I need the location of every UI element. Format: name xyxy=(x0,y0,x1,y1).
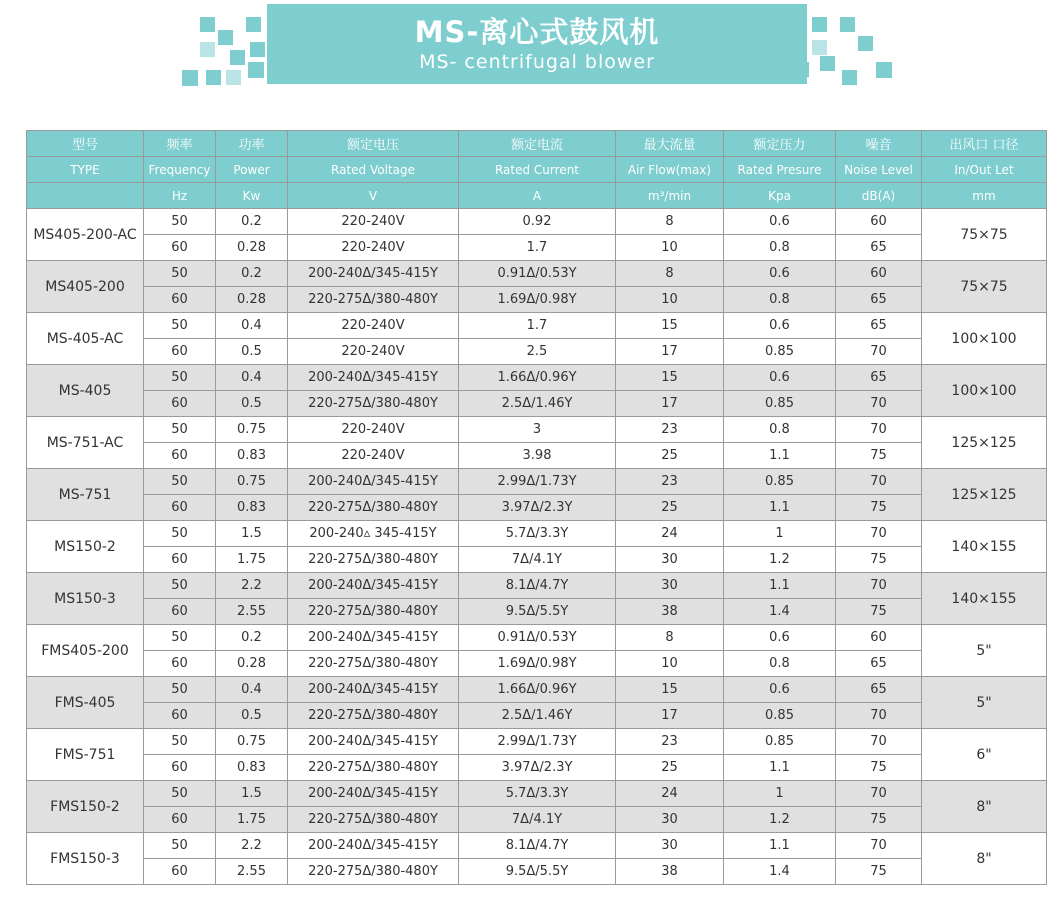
noise-cell: 75 xyxy=(836,495,922,521)
voltage-cell: 200-240Δ/345-415Y xyxy=(288,781,459,807)
pressure-cell: 0.6 xyxy=(724,625,836,651)
page-title: MS-离心式鼓风机 xyxy=(414,15,660,49)
voltage-cell: 200-240Δ/345-415Y xyxy=(288,833,459,859)
voltage-cell: 200-240Δ/345-415Y xyxy=(288,365,459,391)
current-cell: 3.98 xyxy=(459,443,616,469)
voltage-cell: 220-275Δ/380-480Y xyxy=(288,859,459,885)
header-cell: Frequency xyxy=(144,157,216,183)
voltage-cell: 220-275Δ/380-480Y xyxy=(288,287,459,313)
frequency-cell: 50 xyxy=(144,469,216,495)
table-row xyxy=(27,599,1047,625)
frequency-cell: 60 xyxy=(144,703,216,729)
header-cell: In/Out Let xyxy=(922,157,1047,183)
pressure-cell: 1.4 xyxy=(724,859,836,885)
frequency-cell: 60 xyxy=(144,807,216,833)
frequency-cell: 60 xyxy=(144,235,216,261)
table-row xyxy=(27,391,1047,417)
noise-cell: 65 xyxy=(836,287,922,313)
table-row xyxy=(27,469,1047,495)
frequency-cell: 60 xyxy=(144,495,216,521)
power-cell: 0.4 xyxy=(216,365,288,391)
current-cell: 1.66Δ/0.96Y xyxy=(459,677,616,703)
table-row xyxy=(27,651,1047,677)
frequency-cell: 50 xyxy=(144,781,216,807)
outlet-cell: 6" xyxy=(922,729,1047,781)
table-row xyxy=(27,261,1047,287)
noise-cell: 70 xyxy=(836,729,922,755)
voltage-cell: 220-275Δ/380-480Y xyxy=(288,703,459,729)
header-cell: 额定压力 xyxy=(724,131,836,157)
current-cell: 0.91Δ/0.53Y xyxy=(459,625,616,651)
model-cell: MS405-200-AC xyxy=(27,209,144,261)
current-cell: 1.7 xyxy=(459,313,616,339)
current-cell: 1.69Δ/0.98Y xyxy=(459,287,616,313)
pressure-cell: 1.1 xyxy=(724,443,836,469)
noise-cell: 65 xyxy=(836,235,922,261)
model-cell: FMS-751 xyxy=(27,729,144,781)
power-cell: 0.2 xyxy=(216,625,288,651)
pressure-cell: 0.85 xyxy=(724,339,836,365)
frequency-cell: 50 xyxy=(144,729,216,755)
current-cell: 2.5Δ/1.46Y xyxy=(459,391,616,417)
unit-cell: Kpa xyxy=(724,183,836,209)
power-cell: 2.2 xyxy=(216,833,288,859)
pressure-cell: 0.6 xyxy=(724,677,836,703)
outlet-cell: 8" xyxy=(922,833,1047,885)
airflow-cell: 25 xyxy=(616,495,724,521)
model-cell: MS-405-AC xyxy=(27,313,144,365)
frequency-cell: 50 xyxy=(144,261,216,287)
power-cell: 0.2 xyxy=(216,209,288,235)
airflow-cell: 15 xyxy=(616,365,724,391)
frequency-cell: 60 xyxy=(144,339,216,365)
airflow-cell: 30 xyxy=(616,807,724,833)
airflow-cell: 25 xyxy=(616,755,724,781)
voltage-cell: 200-240Δ/345-415Y xyxy=(288,677,459,703)
current-cell: 8.1Δ/4.7Y xyxy=(459,833,616,859)
noise-cell: 70 xyxy=(836,781,922,807)
power-cell: 0.75 xyxy=(216,417,288,443)
pressure-cell: 0.6 xyxy=(724,209,836,235)
table-row xyxy=(27,677,1047,703)
noise-cell: 70 xyxy=(836,391,922,417)
power-cell: 0.28 xyxy=(216,651,288,677)
voltage-cell: 220-240V xyxy=(288,313,459,339)
current-cell: 8.1Δ/4.7Y xyxy=(459,573,616,599)
airflow-cell: 23 xyxy=(616,469,724,495)
table-row xyxy=(27,547,1047,573)
outlet-cell: 125×125 xyxy=(922,417,1047,469)
noise-cell: 60 xyxy=(836,625,922,651)
noise-cell: 65 xyxy=(836,365,922,391)
power-cell: 2.55 xyxy=(216,859,288,885)
airflow-cell: 23 xyxy=(616,417,724,443)
power-cell: 0.4 xyxy=(216,313,288,339)
current-cell: 5.7Δ/3.3Y xyxy=(459,521,616,547)
voltage-cell: 200-240▵ 345-415Y xyxy=(288,521,459,547)
model-cell: MS-751-AC xyxy=(27,417,144,469)
model-cell: FMS-405 xyxy=(27,677,144,729)
unit-cell: V xyxy=(288,183,459,209)
current-cell: 9.5Δ/5.5Y xyxy=(459,859,616,885)
outlet-cell: 75×75 xyxy=(922,209,1047,261)
frequency-cell: 60 xyxy=(144,599,216,625)
header-cell: Rated Current xyxy=(459,157,616,183)
power-cell: 0.83 xyxy=(216,755,288,781)
frequency-cell: 50 xyxy=(144,365,216,391)
airflow-cell: 25 xyxy=(616,443,724,469)
noise-cell: 75 xyxy=(836,547,922,573)
unit-cell: dB(A) xyxy=(836,183,922,209)
frequency-cell: 60 xyxy=(144,755,216,781)
airflow-cell: 10 xyxy=(616,651,724,677)
power-cell: 1.75 xyxy=(216,547,288,573)
table-row xyxy=(27,235,1047,261)
noise-cell: 75 xyxy=(836,599,922,625)
voltage-cell: 200-240Δ/345-415Y xyxy=(288,729,459,755)
table-row xyxy=(27,573,1047,599)
header-cell: 频率 xyxy=(144,131,216,157)
pressure-cell: 0.85 xyxy=(724,703,836,729)
current-cell: 9.5Δ/5.5Y xyxy=(459,599,616,625)
header-row-english xyxy=(27,157,1047,183)
airflow-cell: 24 xyxy=(616,521,724,547)
voltage-cell: 200-240Δ/345-415Y xyxy=(288,625,459,651)
table-row xyxy=(27,521,1047,547)
model-cell: MS-405 xyxy=(27,365,144,417)
current-cell: 5.7Δ/3.3Y xyxy=(459,781,616,807)
current-cell: 2.5Δ/1.46Y xyxy=(459,703,616,729)
noise-cell: 65 xyxy=(836,677,922,703)
voltage-cell: 220-275Δ/380-480Y xyxy=(288,495,459,521)
table-row xyxy=(27,365,1047,391)
current-cell: 2.99Δ/1.73Y xyxy=(459,469,616,495)
power-cell: 0.83 xyxy=(216,443,288,469)
frequency-cell: 50 xyxy=(144,677,216,703)
outlet-cell: 8" xyxy=(922,781,1047,833)
table-row xyxy=(27,755,1047,781)
pressure-cell: 0.8 xyxy=(724,651,836,677)
pressure-cell: 0.8 xyxy=(724,235,836,261)
airflow-cell: 24 xyxy=(616,781,724,807)
header-cell: 最大流量 xyxy=(616,131,724,157)
table-row xyxy=(27,287,1047,313)
pressure-cell: 0.6 xyxy=(724,365,836,391)
pressure-cell: 0.8 xyxy=(724,417,836,443)
frequency-cell: 60 xyxy=(144,287,216,313)
table-row xyxy=(27,495,1047,521)
unit-cell: Hz xyxy=(144,183,216,209)
power-cell: 0.75 xyxy=(216,469,288,495)
pressure-cell: 1.1 xyxy=(724,755,836,781)
model-cell: MS150-2 xyxy=(27,521,144,573)
table-row xyxy=(27,703,1047,729)
table-row xyxy=(27,209,1047,235)
pressure-cell: 0.6 xyxy=(724,261,836,287)
airflow-cell: 8 xyxy=(616,625,724,651)
airflow-cell: 10 xyxy=(616,235,724,261)
noise-cell: 70 xyxy=(836,703,922,729)
noise-cell: 70 xyxy=(836,469,922,495)
model-cell: MS-751 xyxy=(27,469,144,521)
pressure-cell: 1.2 xyxy=(724,547,836,573)
voltage-cell: 220-275Δ/380-480Y xyxy=(288,807,459,833)
power-cell: 1.5 xyxy=(216,781,288,807)
header-cell: 功率 xyxy=(216,131,288,157)
power-cell: 0.28 xyxy=(216,287,288,313)
pressure-cell: 0.6 xyxy=(724,313,836,339)
airflow-cell: 8 xyxy=(616,261,724,287)
header-row-chinese xyxy=(27,131,1047,157)
voltage-cell: 220-275Δ/380-480Y xyxy=(288,651,459,677)
power-cell: 2.55 xyxy=(216,599,288,625)
power-cell: 0.2 xyxy=(216,261,288,287)
airflow-cell: 30 xyxy=(616,833,724,859)
airflow-cell: 38 xyxy=(616,599,724,625)
outlet-cell: 125×125 xyxy=(922,469,1047,521)
unit-cell: Kw xyxy=(216,183,288,209)
current-cell: 0.91Δ/0.53Y xyxy=(459,261,616,287)
power-cell: 2.2 xyxy=(216,573,288,599)
current-cell: 1.69Δ/0.98Y xyxy=(459,651,616,677)
header-cell: 出风口 口径 xyxy=(922,131,1047,157)
pressure-cell: 1.4 xyxy=(724,599,836,625)
pressure-cell: 1.2 xyxy=(724,807,836,833)
current-cell: 3 xyxy=(459,417,616,443)
power-cell: 0.5 xyxy=(216,703,288,729)
table-row xyxy=(27,807,1047,833)
power-cell: 0.28 xyxy=(216,235,288,261)
frequency-cell: 50 xyxy=(144,833,216,859)
airflow-cell: 17 xyxy=(616,339,724,365)
current-cell: 2.99Δ/1.73Y xyxy=(459,729,616,755)
noise-cell: 75 xyxy=(836,807,922,833)
power-cell: 1.5 xyxy=(216,521,288,547)
unit-cell: mm xyxy=(922,183,1047,209)
noise-cell: 70 xyxy=(836,521,922,547)
frequency-cell: 60 xyxy=(144,547,216,573)
header-cell: 额定电流 xyxy=(459,131,616,157)
airflow-cell: 8 xyxy=(616,209,724,235)
pressure-cell: 1.1 xyxy=(724,495,836,521)
outlet-cell: 5" xyxy=(922,625,1047,677)
airflow-cell: 38 xyxy=(616,859,724,885)
voltage-cell: 200-240Δ/345-415Y xyxy=(288,573,459,599)
unit-cell: m³/min xyxy=(616,183,724,209)
current-cell: 3.97Δ/2.3Y xyxy=(459,495,616,521)
voltage-cell: 220-240V xyxy=(288,209,459,235)
current-cell: 7Δ/4.1Y xyxy=(459,807,616,833)
table-row xyxy=(27,781,1047,807)
model-cell: FMS150-3 xyxy=(27,833,144,885)
noise-cell: 65 xyxy=(836,651,922,677)
pressure-cell: 0.85 xyxy=(724,729,836,755)
current-cell: 1.7 xyxy=(459,235,616,261)
airflow-cell: 17 xyxy=(616,703,724,729)
noise-cell: 75 xyxy=(836,859,922,885)
current-cell: 7Δ/4.1Y xyxy=(459,547,616,573)
power-cell: 0.5 xyxy=(216,391,288,417)
title-banner xyxy=(267,4,807,84)
table-row xyxy=(27,417,1047,443)
noise-cell: 60 xyxy=(836,209,922,235)
noise-cell: 65 xyxy=(836,313,922,339)
model-cell: MS150-3 xyxy=(27,573,144,625)
noise-cell: 70 xyxy=(836,573,922,599)
header-cell: Noise Level xyxy=(836,157,922,183)
current-cell: 2.5 xyxy=(459,339,616,365)
header-cell: Power xyxy=(216,157,288,183)
frequency-cell: 50 xyxy=(144,625,216,651)
frequency-cell: 50 xyxy=(144,521,216,547)
table-row xyxy=(27,443,1047,469)
frequency-cell: 60 xyxy=(144,859,216,885)
outlet-cell: 5" xyxy=(922,677,1047,729)
noise-cell: 70 xyxy=(836,339,922,365)
airflow-cell: 17 xyxy=(616,391,724,417)
voltage-cell: 220-240V xyxy=(288,235,459,261)
spec-table xyxy=(26,130,1047,885)
outlet-cell: 100×100 xyxy=(922,313,1047,365)
pressure-cell: 1 xyxy=(724,781,836,807)
frequency-cell: 50 xyxy=(144,417,216,443)
power-cell: 0.4 xyxy=(216,677,288,703)
power-cell: 0.75 xyxy=(216,729,288,755)
header-cell: 噪音 xyxy=(836,131,922,157)
pressure-cell: 0.85 xyxy=(724,469,836,495)
voltage-cell: 220-275Δ/380-480Y xyxy=(288,391,459,417)
noise-cell: 60 xyxy=(836,261,922,287)
frequency-cell: 50 xyxy=(144,573,216,599)
airflow-cell: 30 xyxy=(616,573,724,599)
voltage-cell: 220-240V xyxy=(288,443,459,469)
table-row xyxy=(27,729,1047,755)
voltage-cell: 220-275Δ/380-480Y xyxy=(288,547,459,573)
outlet-cell: 75×75 xyxy=(922,261,1047,313)
pressure-cell: 1.1 xyxy=(724,833,836,859)
pressure-cell: 0.85 xyxy=(724,391,836,417)
power-cell: 0.83 xyxy=(216,495,288,521)
airflow-cell: 30 xyxy=(616,547,724,573)
table-row xyxy=(27,833,1047,859)
outlet-cell: 140×155 xyxy=(922,521,1047,573)
header-cell: 型号 xyxy=(27,131,144,157)
airflow-cell: 15 xyxy=(616,313,724,339)
airflow-cell: 10 xyxy=(616,287,724,313)
frequency-cell: 50 xyxy=(144,209,216,235)
outlet-cell: 100×100 xyxy=(922,365,1047,417)
model-cell: FMS405-200 xyxy=(27,625,144,677)
noise-cell: 75 xyxy=(836,755,922,781)
airflow-cell: 15 xyxy=(616,677,724,703)
header-cell: Air Flow(max) xyxy=(616,157,724,183)
frequency-cell: 60 xyxy=(144,391,216,417)
current-cell: 3.97Δ/2.3Y xyxy=(459,755,616,781)
outlet-cell: 140×155 xyxy=(922,573,1047,625)
current-cell: 0.92 xyxy=(459,209,616,235)
table-row xyxy=(27,339,1047,365)
header-row-units xyxy=(27,183,1047,209)
frequency-cell: 60 xyxy=(144,443,216,469)
voltage-cell: 220-275Δ/380-480Y xyxy=(288,599,459,625)
noise-cell: 70 xyxy=(836,833,922,859)
airflow-cell: 23 xyxy=(616,729,724,755)
pressure-cell: 0.8 xyxy=(724,287,836,313)
power-cell: 1.75 xyxy=(216,807,288,833)
power-cell: 0.5 xyxy=(216,339,288,365)
table-row xyxy=(27,313,1047,339)
pressure-cell: 1 xyxy=(724,521,836,547)
unit-cell: A xyxy=(459,183,616,209)
frequency-cell: 60 xyxy=(144,651,216,677)
voltage-cell: 220-240V xyxy=(288,339,459,365)
noise-cell: 75 xyxy=(836,443,922,469)
noise-cell: 70 xyxy=(836,417,922,443)
table-row xyxy=(27,859,1047,885)
voltage-cell: 200-240Δ/345-415Y xyxy=(288,261,459,287)
voltage-cell: 220-240V xyxy=(288,417,459,443)
model-cell: MS405-200 xyxy=(27,261,144,313)
unit-cell xyxy=(27,183,144,209)
header-cell: Rated Voltage xyxy=(288,157,459,183)
page-subtitle: MS- centrifugal blower xyxy=(419,51,655,73)
current-cell: 1.66Δ/0.96Y xyxy=(459,365,616,391)
frequency-cell: 50 xyxy=(144,313,216,339)
header-cell: Rated Presure xyxy=(724,157,836,183)
voltage-cell: 200-240Δ/345-415Y xyxy=(288,469,459,495)
model-cell: FMS150-2 xyxy=(27,781,144,833)
header-cell: 额定电压 xyxy=(288,131,459,157)
table-row xyxy=(27,625,1047,651)
voltage-cell: 220-275Δ/380-480Y xyxy=(288,755,459,781)
header-cell: TYPE xyxy=(27,157,144,183)
pressure-cell: 1.1 xyxy=(724,573,836,599)
